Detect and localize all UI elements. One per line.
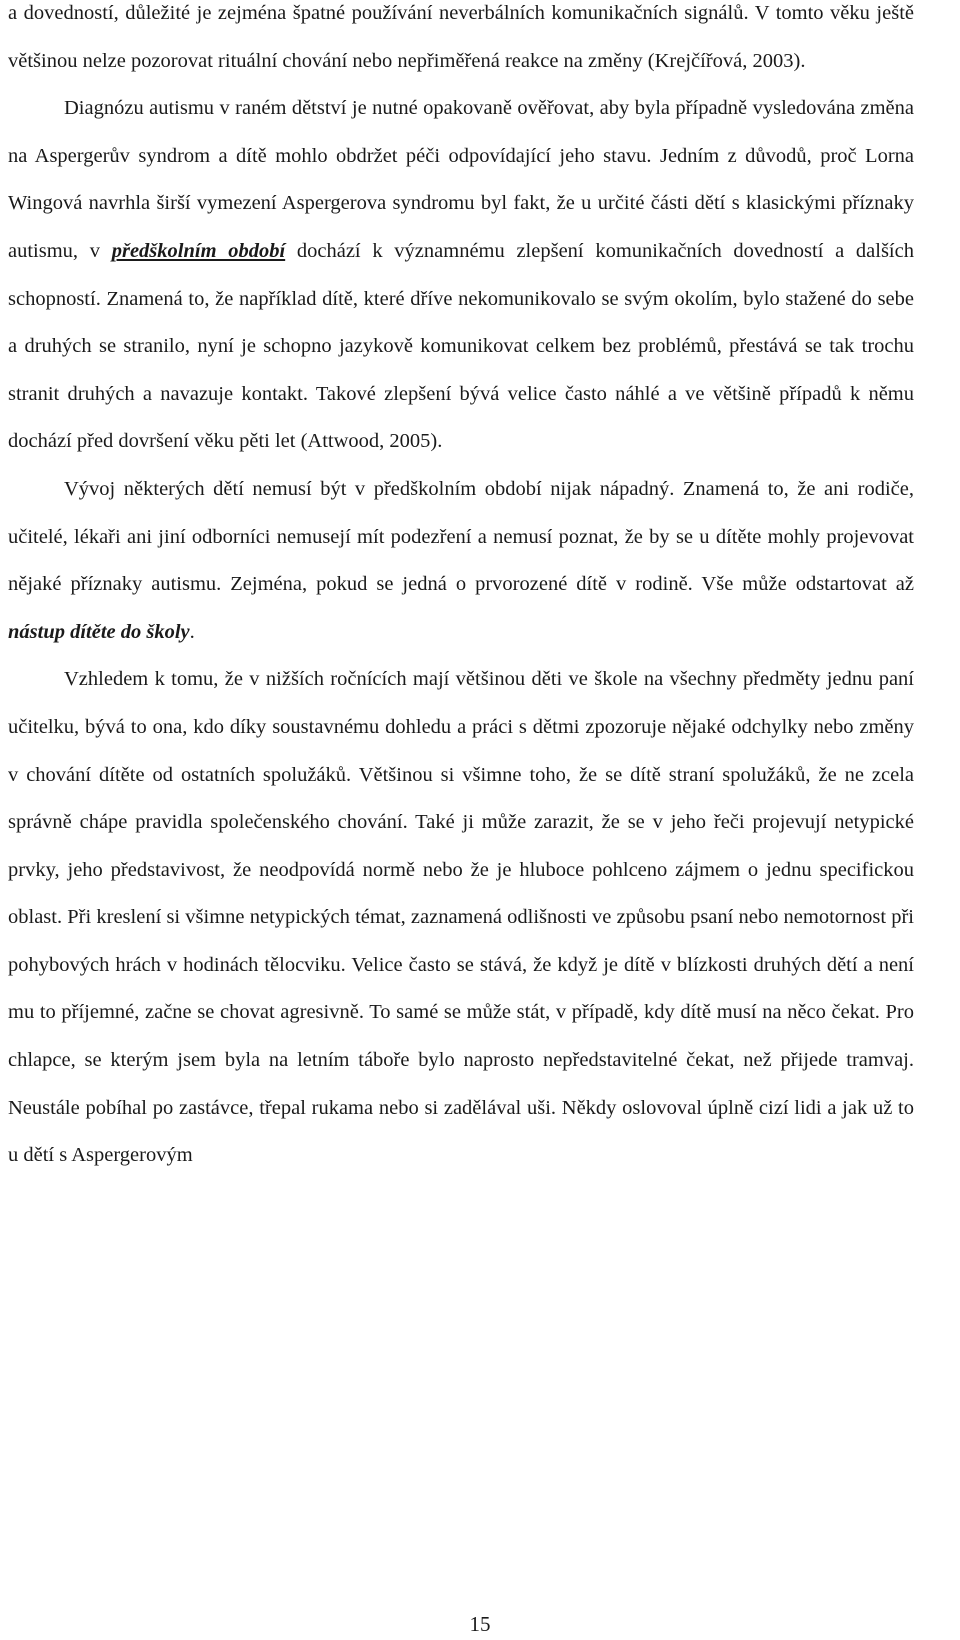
paragraph <box>8 466 914 656</box>
text-run: dochází k významnému zlepšení komunikačních dovedností a dalších schopností. Znamená to, že například dítě, které dříve nekomunikovalo se svým okolím, bylo stažené do sebe a druhých se stranilo, nyní je schopno jazykově komunikovat celkem bez problémů, přestává se tak trochu stranit druhých a navazuje kontakt. Takové zlepšení bývá velice často náhlé a ve většině případů k němu dochází před dovršení věku pěti let (Attwood, 2005). <box>8 239 914 453</box>
page-number: 15 <box>469 1612 491 1636</box>
paragraph <box>8 0 914 85</box>
text-run: a dovedností, důležité je zejména špatné používání neverbálních komunikačních signálů. V tomto věku ještě většinou nelze pozorovat rituální chování nebo nepřiměřená reakce na změny (Krejčířová, 2003). <box>8 2 914 72</box>
text-run: Diagnózu autismu v raném dětství je nutné opakovaně ověřovat, aby byla případně vysledována změna na Aspergerův syndrom a dítě mohlo obdržet péči odpovídající jeho stavu. Jedním z důvodů, proč Lorna Wingová navrhla širší vymezení Aspergerova syndromu byl fakt, že u určité části dětí s klasickými příznaky autismu, v <box>8 97 914 262</box>
paragraph <box>8 85 914 466</box>
body-text <box>8 0 914 1180</box>
text-run: Vzhledem k tomu, že v nižších ročnících mají většinou děti ve škole na všechny předměty jednu paní učitelku, bývá to ona, kdo díky soustavnému dohledu a práci s dětmi zpozoruje nějaké odchylky nebo změny v chování dítěte od ostatních spolužáků. Většinou si všimne toho, že se dítě straní spolužáků, že ne zcela správně chápe pravidla společenského chování. Také ji může zarazit, že se v jeho řeči projevují netypické prvky, jeho představivost, že neodpovídá normě nebo že je hluboce pohlceno zájmem o jednu specifickou oblast. Při kreslení si všimne netypických témat, zaznamená odlišnosti ve způsobu psaní nebo nemotornost při pohybových hrách v hodinách tělocviku. Velice často se stává, že když je dítě v blízkosti druhých dětí a není mu to příjemné, začne se chovat agresivně. To samé se může stát, v případě, kdy dítě musí na něco čekat. Pro chlapce, se kterým jsem byla na letním táboře bylo naprosto nepředstavitelné čekat, než přijede tramvaj. Neustále pobíhal po zastávce, třepal rukama nebo si zadělával uši. Někdy oslovoval úplně cizí lidi a jak už to u dětí s Aspergerovým <box>8 668 914 1167</box>
emphasized-text: předškolním období <box>111 239 286 262</box>
text-run: Vývoj některých dětí nemusí být v předškolním období nijak nápadný. Znamená to, že ani rodiče, učitelé, lékaři ani jiní odborníci nemusejí mít podezření a nemusí poznat, že by se u dítěte mohly projevovat nějaké příznaky autismu. Zejména, pokud se jedná o prvorozené dítě v rodině. Vše může odstartovat až <box>8 477 914 596</box>
emphasized-text: nástup dítěte do školy <box>8 620 190 643</box>
paragraph <box>8 656 914 1180</box>
text-run: . <box>189 620 195 643</box>
